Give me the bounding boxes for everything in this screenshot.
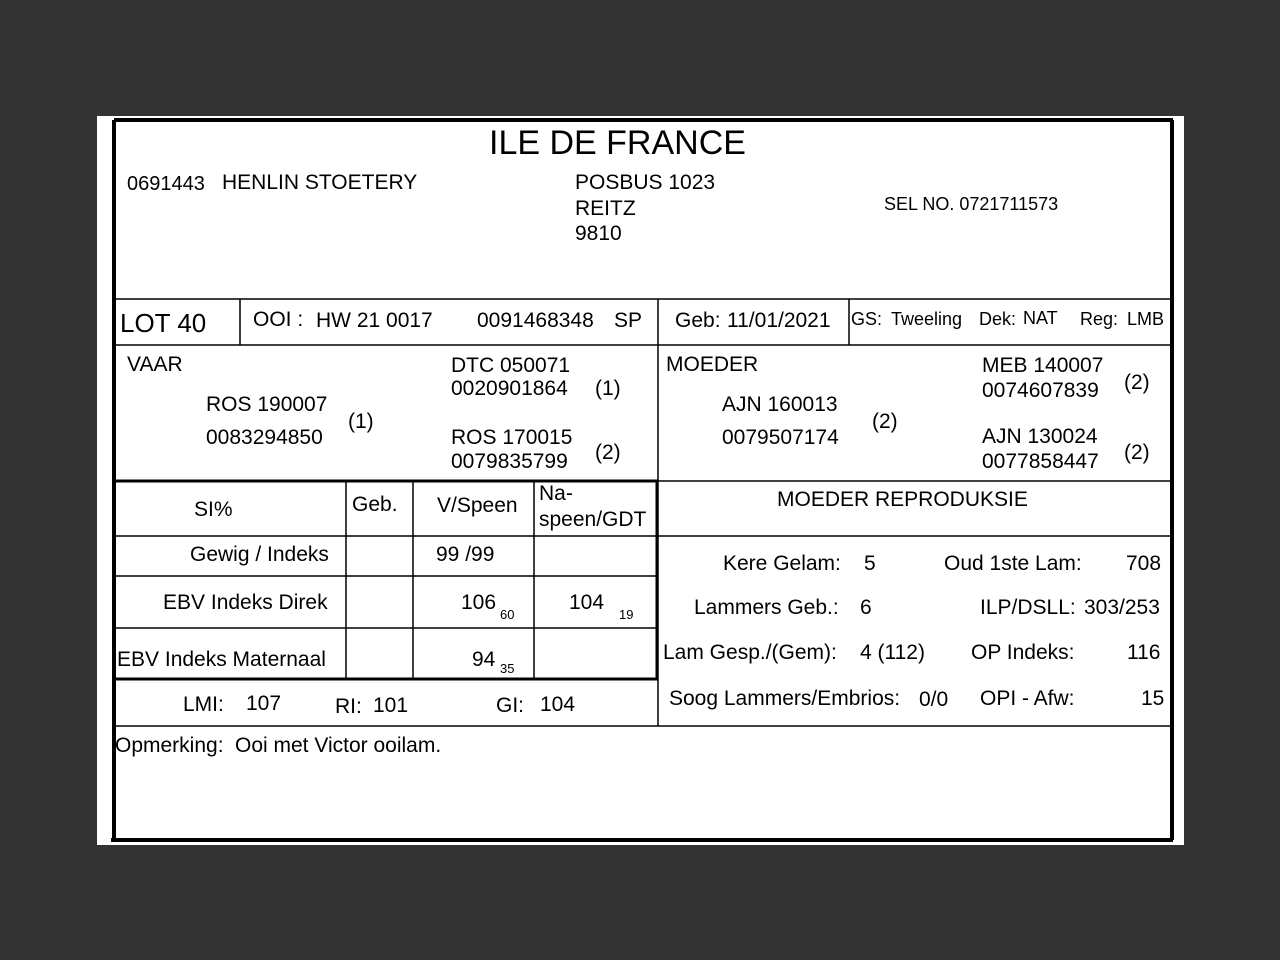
dek-label: Dek:: [979, 309, 1017, 329]
vaar-grade: (1): [348, 410, 374, 433]
kere-gelam-value: 5: [864, 552, 876, 575]
ri-label: RI:: [335, 695, 362, 718]
moeder-grade: (2): [872, 410, 898, 433]
si-header: SI%: [194, 498, 233, 521]
moeder-dam-number: 0077858447: [982, 450, 1099, 473]
breeder-name: HENLIN STOETERY: [222, 171, 418, 194]
ooi-label: OOI :: [253, 308, 304, 331]
ooi-id: HW 21 0017: [316, 309, 433, 332]
lot-card: [97, 116, 1184, 845]
ri-value: 101: [373, 694, 409, 717]
gs-label: GS:: [851, 309, 883, 329]
lot-number: LOT 40: [120, 308, 207, 338]
opi-afw-value: 15: [1141, 687, 1165, 710]
ilp-dsll-label: ILP/DSLL:: [980, 596, 1076, 619]
address-line-1: POSBUS 1023: [575, 171, 716, 194]
reg-value: LMB: [1127, 309, 1165, 329]
moeder-dam-id: AJN 130024: [982, 425, 1098, 448]
maternaal-vspeen-value: 94: [472, 648, 496, 671]
maternaal-row-label: EBV Indeks Maternaal: [117, 648, 326, 671]
soog-lammers-label: Soog Lammers/Embrios:: [669, 687, 901, 710]
birth-date: 11/01/2021: [727, 309, 831, 332]
direk-vspeen-value: 106: [461, 591, 497, 614]
moeder-number: 0079507174: [722, 426, 839, 449]
naspeen-header-line2: speen/GDT: [539, 508, 647, 531]
vaar-label: VAAR: [127, 353, 183, 376]
gewig-row-label: Gewig / Indeks: [190, 543, 329, 566]
vaar-sire-grade: (1): [595, 377, 621, 400]
moeder-sire-grade: (2): [1124, 371, 1150, 394]
oud-1ste-lam-value: 708: [1126, 552, 1162, 575]
kere-gelam-label: Kere Gelam:: [723, 552, 841, 575]
sel-number: SEL NO. 0721711573: [884, 194, 1059, 214]
opi-afw-label: OPI - Afw:: [980, 687, 1075, 710]
maternaal-vspeen-accuracy: 35: [500, 661, 515, 676]
birth-date-label: Geb:: [675, 309, 721, 332]
lam-gesp-value: 4 (112): [860, 641, 925, 664]
lam-gesp-label: Lam Gesp./(Gem):: [663, 641, 837, 664]
ilp-dsll-value: 303/253: [1084, 596, 1160, 619]
reproduction-title: MOEDER REPRODUKSIE: [777, 488, 1028, 511]
moeder-id: AJN 160013: [722, 393, 838, 416]
oud-1ste-lam-label: Oud 1ste Lam:: [944, 552, 1082, 575]
reg-label: Reg:: [1080, 309, 1119, 329]
lammers-geb-label: Lammers Geb.:: [694, 596, 839, 619]
gewig-vspeen-value: 99 /99: [436, 543, 495, 566]
address-line-3: 9810: [575, 222, 622, 245]
op-indeks-label: OP Indeks:: [971, 641, 1075, 664]
lmi-label: LMI:: [183, 693, 224, 716]
geb-header: Geb.: [352, 493, 398, 516]
direk-naspeen-value: 104: [569, 591, 605, 614]
ooi-reg-number: 0091468348: [477, 309, 594, 332]
remarks-label: Opmerking:: [115, 734, 224, 757]
naspeen-header-line1: Na-: [539, 482, 573, 505]
vaar-number: 0083294850: [206, 426, 323, 449]
breed-title: ILE DE FRANCE: [489, 124, 746, 162]
vspeen-header: V/Speen: [437, 494, 518, 517]
soog-lammers-value: 0/0: [919, 688, 949, 711]
moeder-sire-number: 0074607839: [982, 379, 1099, 402]
dek-value: NAT: [1023, 308, 1058, 328]
direk-naspeen-accuracy: 19: [619, 607, 634, 622]
ooi-grade: SP: [614, 309, 643, 332]
lammers-geb-value: 6: [860, 596, 872, 619]
direk-row-label: EBV Indeks Direk: [163, 591, 328, 614]
direk-vspeen-accuracy: 60: [500, 607, 515, 622]
vaar-dam-number: 0079835799: [451, 450, 568, 473]
vaar-dam-grade: (2): [595, 441, 621, 464]
remarks-text: Ooi met Victor ooilam.: [235, 734, 442, 757]
moeder-label: MOEDER: [666, 353, 759, 376]
address-line-2: REITZ: [575, 197, 636, 220]
gi-value: 104: [540, 693, 576, 716]
moeder-sire-id: MEB 140007: [982, 354, 1104, 377]
moeder-dam-grade: (2): [1124, 441, 1150, 464]
op-indeks-value: 116: [1127, 641, 1161, 664]
vaar-id: ROS 190007: [206, 393, 328, 416]
lmi-value: 107: [246, 692, 282, 715]
vaar-dam-id: ROS 170015: [451, 426, 573, 449]
breeder-number: 0691443: [127, 173, 205, 195]
vaar-sire-id: DTC 050071: [451, 354, 571, 377]
gi-label: GI:: [496, 694, 525, 717]
gs-value: Tweeling: [891, 309, 963, 329]
vaar-sire-number: 0020901864: [451, 377, 568, 400]
